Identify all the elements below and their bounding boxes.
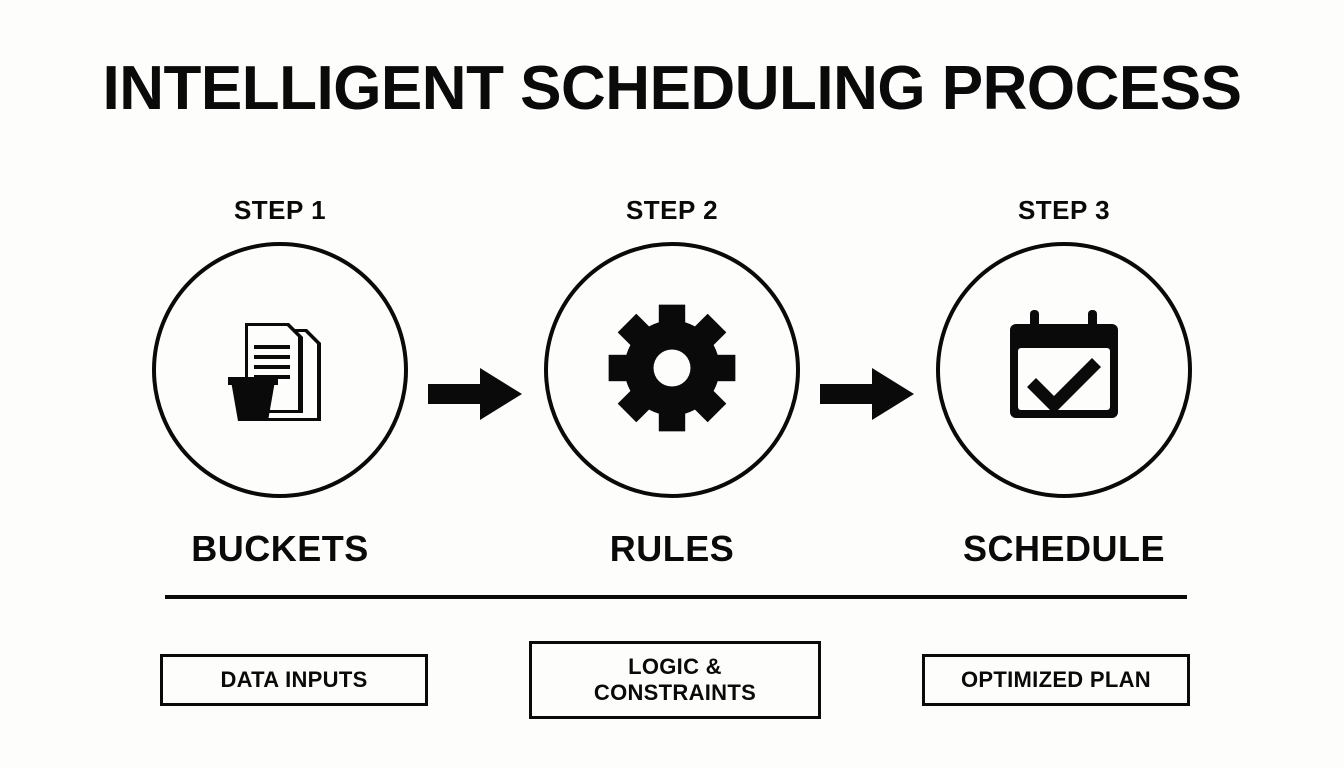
step-icon-circle	[152, 242, 408, 498]
tag-optimized-plan[interactable]: OPTIMIZED PLAN	[922, 654, 1190, 706]
step-name-label: RULES	[609, 528, 735, 569]
gear-icon	[606, 302, 738, 439]
tag-data-inputs[interactable]: DATA INPUTS	[160, 654, 428, 706]
process-step-schedule[interactable]	[934, 195, 1194, 570]
process-step-buckets[interactable]	[150, 195, 410, 570]
section-divider	[165, 595, 1187, 599]
process-steps	[150, 195, 1194, 575]
step-number-label: STEP 2	[625, 195, 719, 225]
step-name-label: BUCKETS	[191, 528, 369, 569]
step-icon-circle	[936, 242, 1192, 498]
connector-2	[813, 195, 923, 575]
process-step-rules[interactable]	[542, 195, 802, 570]
connector-1	[421, 195, 531, 575]
step-icon-circle	[544, 242, 800, 498]
tag-logic-constraints[interactable]: LOGIC & CONSTRAINTS	[529, 641, 821, 719]
arrow-right-icon	[428, 362, 524, 431]
step-number-label: STEP 1	[233, 195, 327, 225]
tag-row	[160, 641, 1190, 719]
calendar-check-icon	[1000, 306, 1128, 435]
arrow-right-icon	[820, 362, 916, 431]
documents-icon	[215, 303, 345, 438]
page-title: INTELLIGENT SCHEDULING PROCESS	[102, 54, 1242, 123]
step-name-label: SCHEDULE	[962, 528, 1166, 569]
step-number-label: STEP 3	[1017, 195, 1111, 225]
